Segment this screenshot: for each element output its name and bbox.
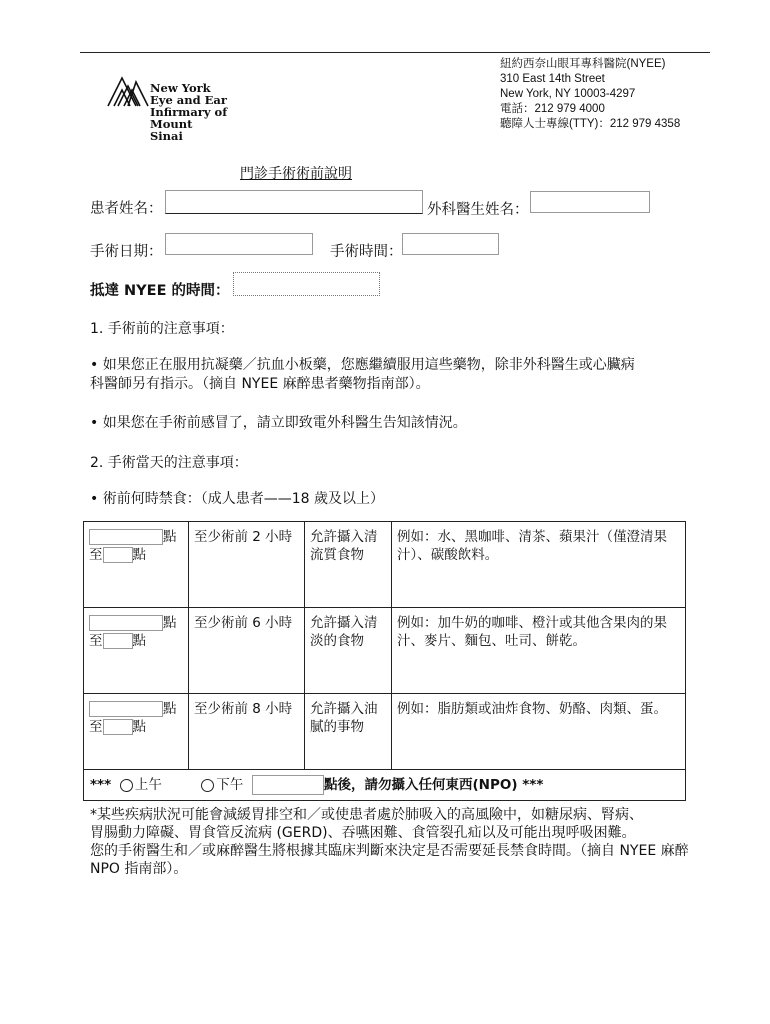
examples-cell: 例如：加牛奶的咖啡、橙汁或其他含果肉的果汁、麥片、麵包、吐司、餅乾。 xyxy=(392,608,686,694)
examples-cell: 例如：水、黑咖啡、清茶、蘋果汁（僅澄清果汁）、碳酸飲料。 xyxy=(392,522,686,608)
footnote-line: *某些疾病狀況可能會減緩胃排空和／或使患者處於肺吸入的高風險中，如糖尿病、腎病、 xyxy=(90,807,643,823)
table-row xyxy=(84,608,686,694)
arrival-time-label: 抵達 NYEE 的時間： xyxy=(90,283,230,299)
allowed-cell: 允許攝入清淡的食物 xyxy=(305,608,392,694)
surgeon-name-label: 外科醫生姓名： xyxy=(427,202,529,218)
npo-time-field[interactable] xyxy=(252,775,324,795)
fasting-table xyxy=(83,521,686,801)
page-title: 門診手術術前說明 xyxy=(240,166,352,182)
pm-radio[interactable] xyxy=(201,779,214,792)
section1-heading: 1. 手術前的注意事項： xyxy=(90,321,234,337)
duration-cell: 至少術前 6 小時 xyxy=(189,608,305,694)
table-row xyxy=(84,694,686,770)
surgery-date-label: 手術日期： xyxy=(90,244,163,260)
patient-name-field[interactable] xyxy=(165,190,423,214)
npo-cell xyxy=(84,770,686,801)
time-range-cell xyxy=(84,522,189,608)
point-label: 點 xyxy=(163,615,177,631)
anticoagulant-note-line2: 科醫師另有指示。（摘自 NYEE 麻醉患者藥物指南部）。 xyxy=(90,376,430,392)
time-range-cell xyxy=(84,694,189,770)
surgery-time-field[interactable] xyxy=(402,233,499,255)
surgery-date-field[interactable] xyxy=(165,233,313,255)
header-rule xyxy=(80,52,710,53)
npo-prefix: *** xyxy=(90,777,112,793)
pm-label: 下午 xyxy=(216,777,244,793)
footnote-line: 您的手術醫生和／或麻醉醫生將根據其臨床判斷來決定是否需要延長禁食時間。（摘自 NYEE 麻醉 xyxy=(90,843,689,859)
duration-cell: 至少術前 8 小時 xyxy=(189,694,305,770)
arrival-time-field[interactable] xyxy=(233,272,380,296)
npo-row xyxy=(84,770,686,801)
to-label: 至 xyxy=(89,719,103,735)
point-label: 點 xyxy=(132,719,146,735)
end-time-field[interactable] xyxy=(103,719,133,735)
fasting-intro: • 術前何時禁食：（成人患者——18 歲及以上） xyxy=(90,491,384,507)
footnote-line: NPO 指南部）。 xyxy=(90,861,188,877)
allowed-cell: 允許攝入油膩的事物 xyxy=(305,694,392,770)
time-range-cell xyxy=(84,608,189,694)
footnote-line: 胃腸動力障礙、胃食管反流病 (GERD)、吞嚥困難、食管裂孔疝以及可能出現呼吸困難。 xyxy=(90,825,636,841)
point-label: 點 xyxy=(163,701,177,717)
to-label: 至 xyxy=(89,547,103,563)
table-row xyxy=(84,522,686,608)
end-time-field[interactable] xyxy=(103,633,133,649)
npo-suffix: 點後，請勿攝入任何東西(NPO) *** xyxy=(324,777,544,793)
allowed-cell: 允許攝入清流質食物 xyxy=(305,522,392,608)
point-label: 點 xyxy=(163,529,177,545)
duration-cell: 至少術前 2 小時 xyxy=(189,522,305,608)
am-radio[interactable] xyxy=(120,779,133,792)
examples-cell: 例如：脂肪類或油炸食物、奶酪、肉類、蛋。 xyxy=(392,694,686,770)
start-time-field[interactable] xyxy=(89,701,163,717)
anticoagulant-note-line1: • 如果您正在服用抗凝藥／抗血小板藥，您應繼續服用這些藥物，除非外科醫生或心臟病 xyxy=(90,357,635,373)
footnote xyxy=(90,806,689,878)
start-time-field[interactable] xyxy=(89,615,163,631)
to-label: 至 xyxy=(89,633,103,649)
surgery-time-label: 手術時間： xyxy=(330,244,403,260)
point-label: 點 xyxy=(132,633,146,649)
hospital-address: 紐約西奈山眼耳專科醫院(NYEE) 310 East 14th Street New York, NY 10003-4297 電話：212 979 4000 聽障人士專線(TTY)：212 979 4358 xyxy=(500,58,681,130)
hospital-logo-text: New York Eye and Ear Infirmary of Mount Sinai xyxy=(150,81,228,143)
start-time-field[interactable] xyxy=(89,529,163,545)
cold-note: • 如果您在手術前感冒了，請立即致電外科醫生告知該情況。 xyxy=(90,415,467,431)
end-time-field[interactable] xyxy=(103,547,133,563)
patient-name-label: 患者姓名： xyxy=(90,201,163,217)
mount-sinai-logo-icon xyxy=(106,74,150,108)
section2-heading: 2. 手術當天的注意事項： xyxy=(90,455,248,471)
surgeon-name-field[interactable] xyxy=(530,191,650,213)
point-label: 點 xyxy=(132,547,146,563)
am-label: 上午 xyxy=(134,777,162,793)
